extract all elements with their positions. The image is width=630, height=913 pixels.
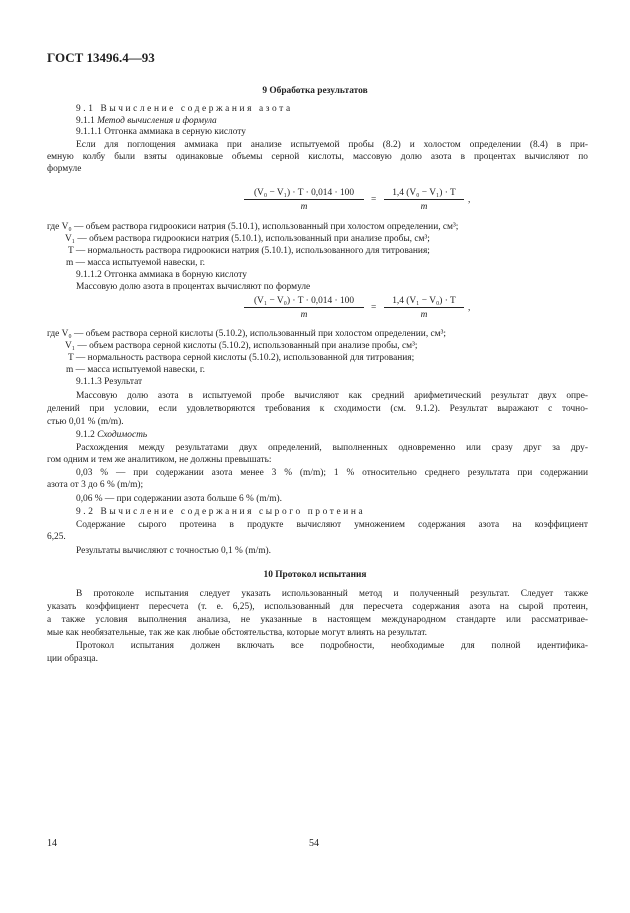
formula-1-right-fraction (384, 188, 464, 212)
section-9-title: 9 Обработка результатов (262, 86, 368, 96)
paragraph-line: делений при условии, если удовлетворяются требования к сходимости (см. 9.1.2). Результат выражают с точно- (47, 404, 588, 414)
paragraph-line: 6,25. (47, 532, 66, 542)
paragraph-line: Если для поглощения аммиака при анализе испытуемой пробы (8.2) и холостом определении (8.4) в при- (76, 140, 588, 150)
paragraph-line: гом одним и тем же аналитиком, не должны превышать: (47, 455, 272, 465)
paragraph-line: мые как необязательные, так же как любые обстоятельства, которые могут влиять на результат. (47, 628, 427, 638)
where-line: V₁ — объем раствора гидроокиси натрия (5.10.1), использованный при анализе пробы, см³; (65, 234, 430, 244)
formula-1-left-fraction (244, 188, 364, 212)
paragraph-line: 0,03 % — при содержании азота менее 3 % (m/m); 1 % относительно среднего результата при содержании (76, 468, 588, 478)
paragraph-line: ции образца. (47, 654, 98, 664)
where-line: T — нормальность раствора серной кислоты (5.10.2), использованной для титрования; (68, 353, 415, 363)
numerator: 1,4 (V₀ − V₁) · T (384, 188, 464, 200)
heading-9-1: 9.1 Вычисление содержания азота (76, 104, 293, 114)
heading-number: 9.1.2 (76, 430, 98, 440)
heading-9-2: 9.2 Вычисление содержания сырого протеина (76, 507, 366, 517)
denominator: m (300, 202, 308, 212)
paragraph-line: Массовую долю азота в процентах вычисляют по формуле (76, 282, 311, 292)
heading-9-1-1-3: 9.1.1.3 Результат (76, 377, 143, 387)
paragraph-line: а также условия выполнения анализа, не указанные в настоящем международном стандарте или рассматривае- (47, 615, 588, 625)
heading-text: Сходимость (97, 430, 148, 440)
where-line: T — нормальность раствора гидроокиси натрия (5.10.1), использованного для титрования; (68, 246, 430, 256)
denominator: m (420, 202, 428, 212)
paragraph-line: 0,06 % — при содержании азота больше 6 % (m/m). (76, 494, 282, 504)
heading-9-1-2 (76, 430, 147, 441)
document-code: ГОСТ 13496.4—93 (47, 50, 155, 65)
heading-9-1-1-2: 9.1.1.2 Отгонка аммиака в борную кислоту (76, 270, 247, 280)
numerator: 1,4 (V₁ − V₀) · T (384, 296, 464, 308)
formula-comma: , (468, 195, 471, 205)
paragraph-line: Массовую долю азота в испытуемой пробе вычисляют как средний арифметический результат двух опре- (76, 391, 588, 401)
page-number-left: 14 (47, 838, 57, 849)
section-10-title: 10 Протокол испытания (263, 570, 367, 580)
where-line: где V₀ — объем раствора серной кислоты (5.10.2), использованный при холостом определении, см³; (47, 329, 447, 339)
formula-2-left-fraction (244, 296, 364, 320)
paragraph-line: В протоколе испытания следует указать использованный метод и полученный результат. Следует также (76, 589, 588, 599)
where-line: V₁ — объем раствора серной кислоты (5.10.2), использованный при анализе пробы, см³; (65, 341, 418, 351)
page-number-center: 54 (309, 838, 319, 849)
paragraph-line: емную колбу были взяты одинаковые объемы серной кислоты, массовую долю азота в процентах вычисляют по (47, 152, 588, 162)
paragraph-line: формуле (47, 164, 82, 174)
numerator: (V₀ − V₁) · T · 0,014 · 100 (244, 188, 364, 200)
paragraph-line: указать коэффициент пересчета (т. е. 6,25), использованный для пересчета содержания азота на сырой протеин, (47, 602, 588, 612)
formula-2-right-fraction (384, 296, 464, 320)
heading-number: 9.1.1 (76, 116, 98, 126)
denominator: m (300, 310, 308, 320)
paragraph-line: Протокол испытания должен включать все подробности, необходимые для полной идентифика- (76, 641, 588, 651)
paragraph-line: Содержание сырого протеина в продукте вычисляют умножением содержания азота на коэффициент (76, 520, 588, 530)
where-line: m — масса испытуемой навески, г. (66, 258, 205, 268)
denominator: m (420, 310, 428, 320)
formula-comma: , (468, 303, 471, 313)
paragraph-line: Результаты вычисляют с точностью 0,1 % (m/m). (76, 546, 271, 556)
paragraph-line: Расхождения между результатами двух определений, выполненных одновременно или сразу друг за дру- (76, 443, 588, 453)
paragraph-line: стью 0,01 % (m/m). (47, 417, 124, 427)
heading-text: Метод вычисления и формула (97, 116, 217, 126)
equals-sign: = (371, 195, 377, 205)
numerator: (V₁ − V₀) · T · 0,014 · 100 (244, 296, 364, 308)
heading-9-1-1 (76, 116, 217, 127)
where-line: m — масса испытуемой навески, г. (66, 365, 205, 375)
paragraph-line: азота от 3 до 6 % (m/m); (47, 480, 144, 490)
heading-9-1-1-1: 9.1.1.1 Отгонка аммиака в серную кислоту (76, 127, 246, 137)
where-line: где V₀ — объем раствора гидроокиси натрия (5.10.1), использованный при холостом определении, см³; (47, 222, 459, 232)
equals-sign: = (371, 303, 377, 313)
